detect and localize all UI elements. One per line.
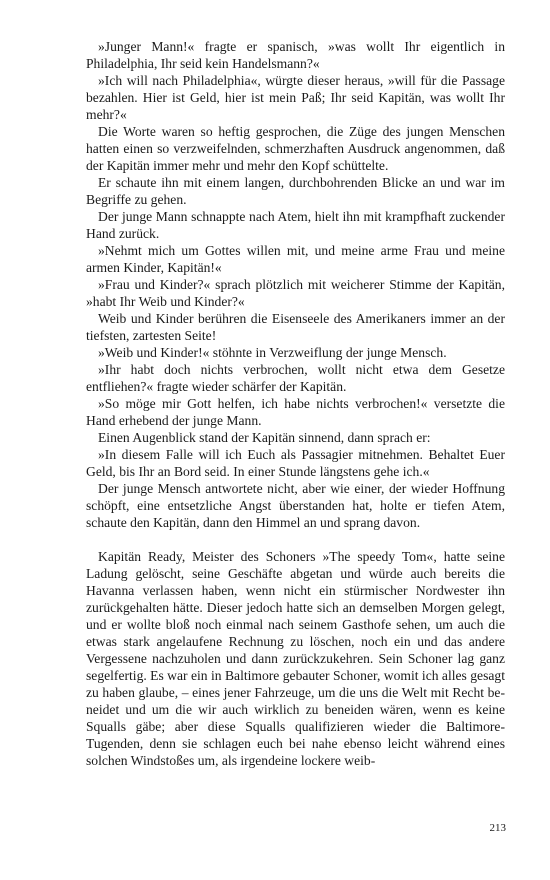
paragraph: Die Worte waren so heftig gesprochen, die Züge des jungen Menschen hatten einen so verzweifelnden, schmerzhaften Ausdruck angenommen, daß der Kapitän immer mehr und mehr den Kopf schüttelte. bbox=[86, 124, 505, 173]
paragraph: »Weib und Kinder!« stöhnte in Verzweiflung der junge Mensch. bbox=[98, 345, 447, 360]
body-text bbox=[86, 38, 505, 769]
paragraph: »Junger Mann!« fragte er spanisch, »was wollt Ihr eigentlich in Philadelphia, Ihr seid kein Handelsmann?« bbox=[86, 39, 505, 71]
paragraph: Weib und Kinder berühren die Eisenseele des Amerikaners immer an der tiefsten, zartesten Seite! bbox=[86, 311, 505, 343]
page-number: 213 bbox=[489, 822, 506, 834]
paragraph: »Frau und Kinder?« sprach plötzlich mit weicherer Stimme der Kapitän, »habt Ihr Weib und Kinder?« bbox=[86, 277, 505, 309]
paragraph: »Nehmt mich um Gottes willen mit, und meine arme Frau und meine armen Kinder, Kapitän!« bbox=[86, 243, 505, 275]
paragraph: »So möge mir Gott helfen, ich habe nichts verbrochen!« versetzte die Hand erhebend der junge Mann. bbox=[86, 396, 505, 428]
paragraph: »Ihr habt doch nichts verbrochen, wollt nicht etwa dem Gesetze entfliehen?« fragte wieder schärfer der Kapitän. bbox=[86, 362, 505, 394]
paragraph: Der junge Mensch antwortete nicht, aber wie einer, der wieder Hoffnung schöpft, eine entsetzliche Angst überstanden hat, holte er tiefen Atem, schaute den Kapitän, dann den Himmel an und sprang davon. bbox=[86, 481, 505, 530]
section-start-paragraph: Kapitän Ready, Meister des Schoners »The speedy Tom«, hatte seine Ladung gelöscht, seine Geschäfte abgetan und würde auch bereits die Havanna verlassen haben, wenn nicht ein stürmischer Nordwester ihn zurückgehalten hätte. Dieser jedoch hatte sich an demselben Morgen gelegt, und er wollte bloß noch einmal nach seinem Gasthofe sehen, um auch die etwas stark angelaufene Rechnung zu löschen, noch ein und das andere Vergessene nachzuholen und dann zurückzukehren. Sein Schoner lag ganz segelfertig. Es war ein in Baltimore gebauter Schoner, womit ich alles gesagt zu haben glaube, – eines jener Fahrzeuge, um die uns die Welt mit Recht beneidet und um die wir auch wirklich zu beneiden wären, wenn es keine Squalls gäbe; aber diese Squalls qualifizieren wieder die Baltimore-Tugenden, denn sie schlagen euch bei nahe ebenso leicht während eines solchen Windstoßes um, als irgendeine lockere weib- bbox=[86, 549, 505, 768]
paragraph: »In diesem Falle will ich Euch als Passagier mitnehmen. Behaltet Euer Geld, bis Ihr an Bord seid. In einer Stunde längstens gehe ich.« bbox=[86, 447, 505, 479]
paragraph: Einen Augenblick stand der Kapitän sinnend, dann sprach er: bbox=[98, 430, 431, 445]
paragraph: »Ich will nach Philadelphia«, würgte dieser heraus, »will für die Passage bezahlen. Hier ist Geld, hier ist mein Paß; Ihr seid Kapitän, was wollt Ihr mehr?« bbox=[86, 73, 505, 122]
paragraph: Der junge Mann schnappte nach Atem, hielt ihn mit krampfhaft zuckender Hand zurück. bbox=[86, 209, 505, 241]
paragraph: Er schaute ihn mit einem langen, durchbohrenden Blicke an und war im Begriffe zu gehen. bbox=[86, 175, 505, 207]
